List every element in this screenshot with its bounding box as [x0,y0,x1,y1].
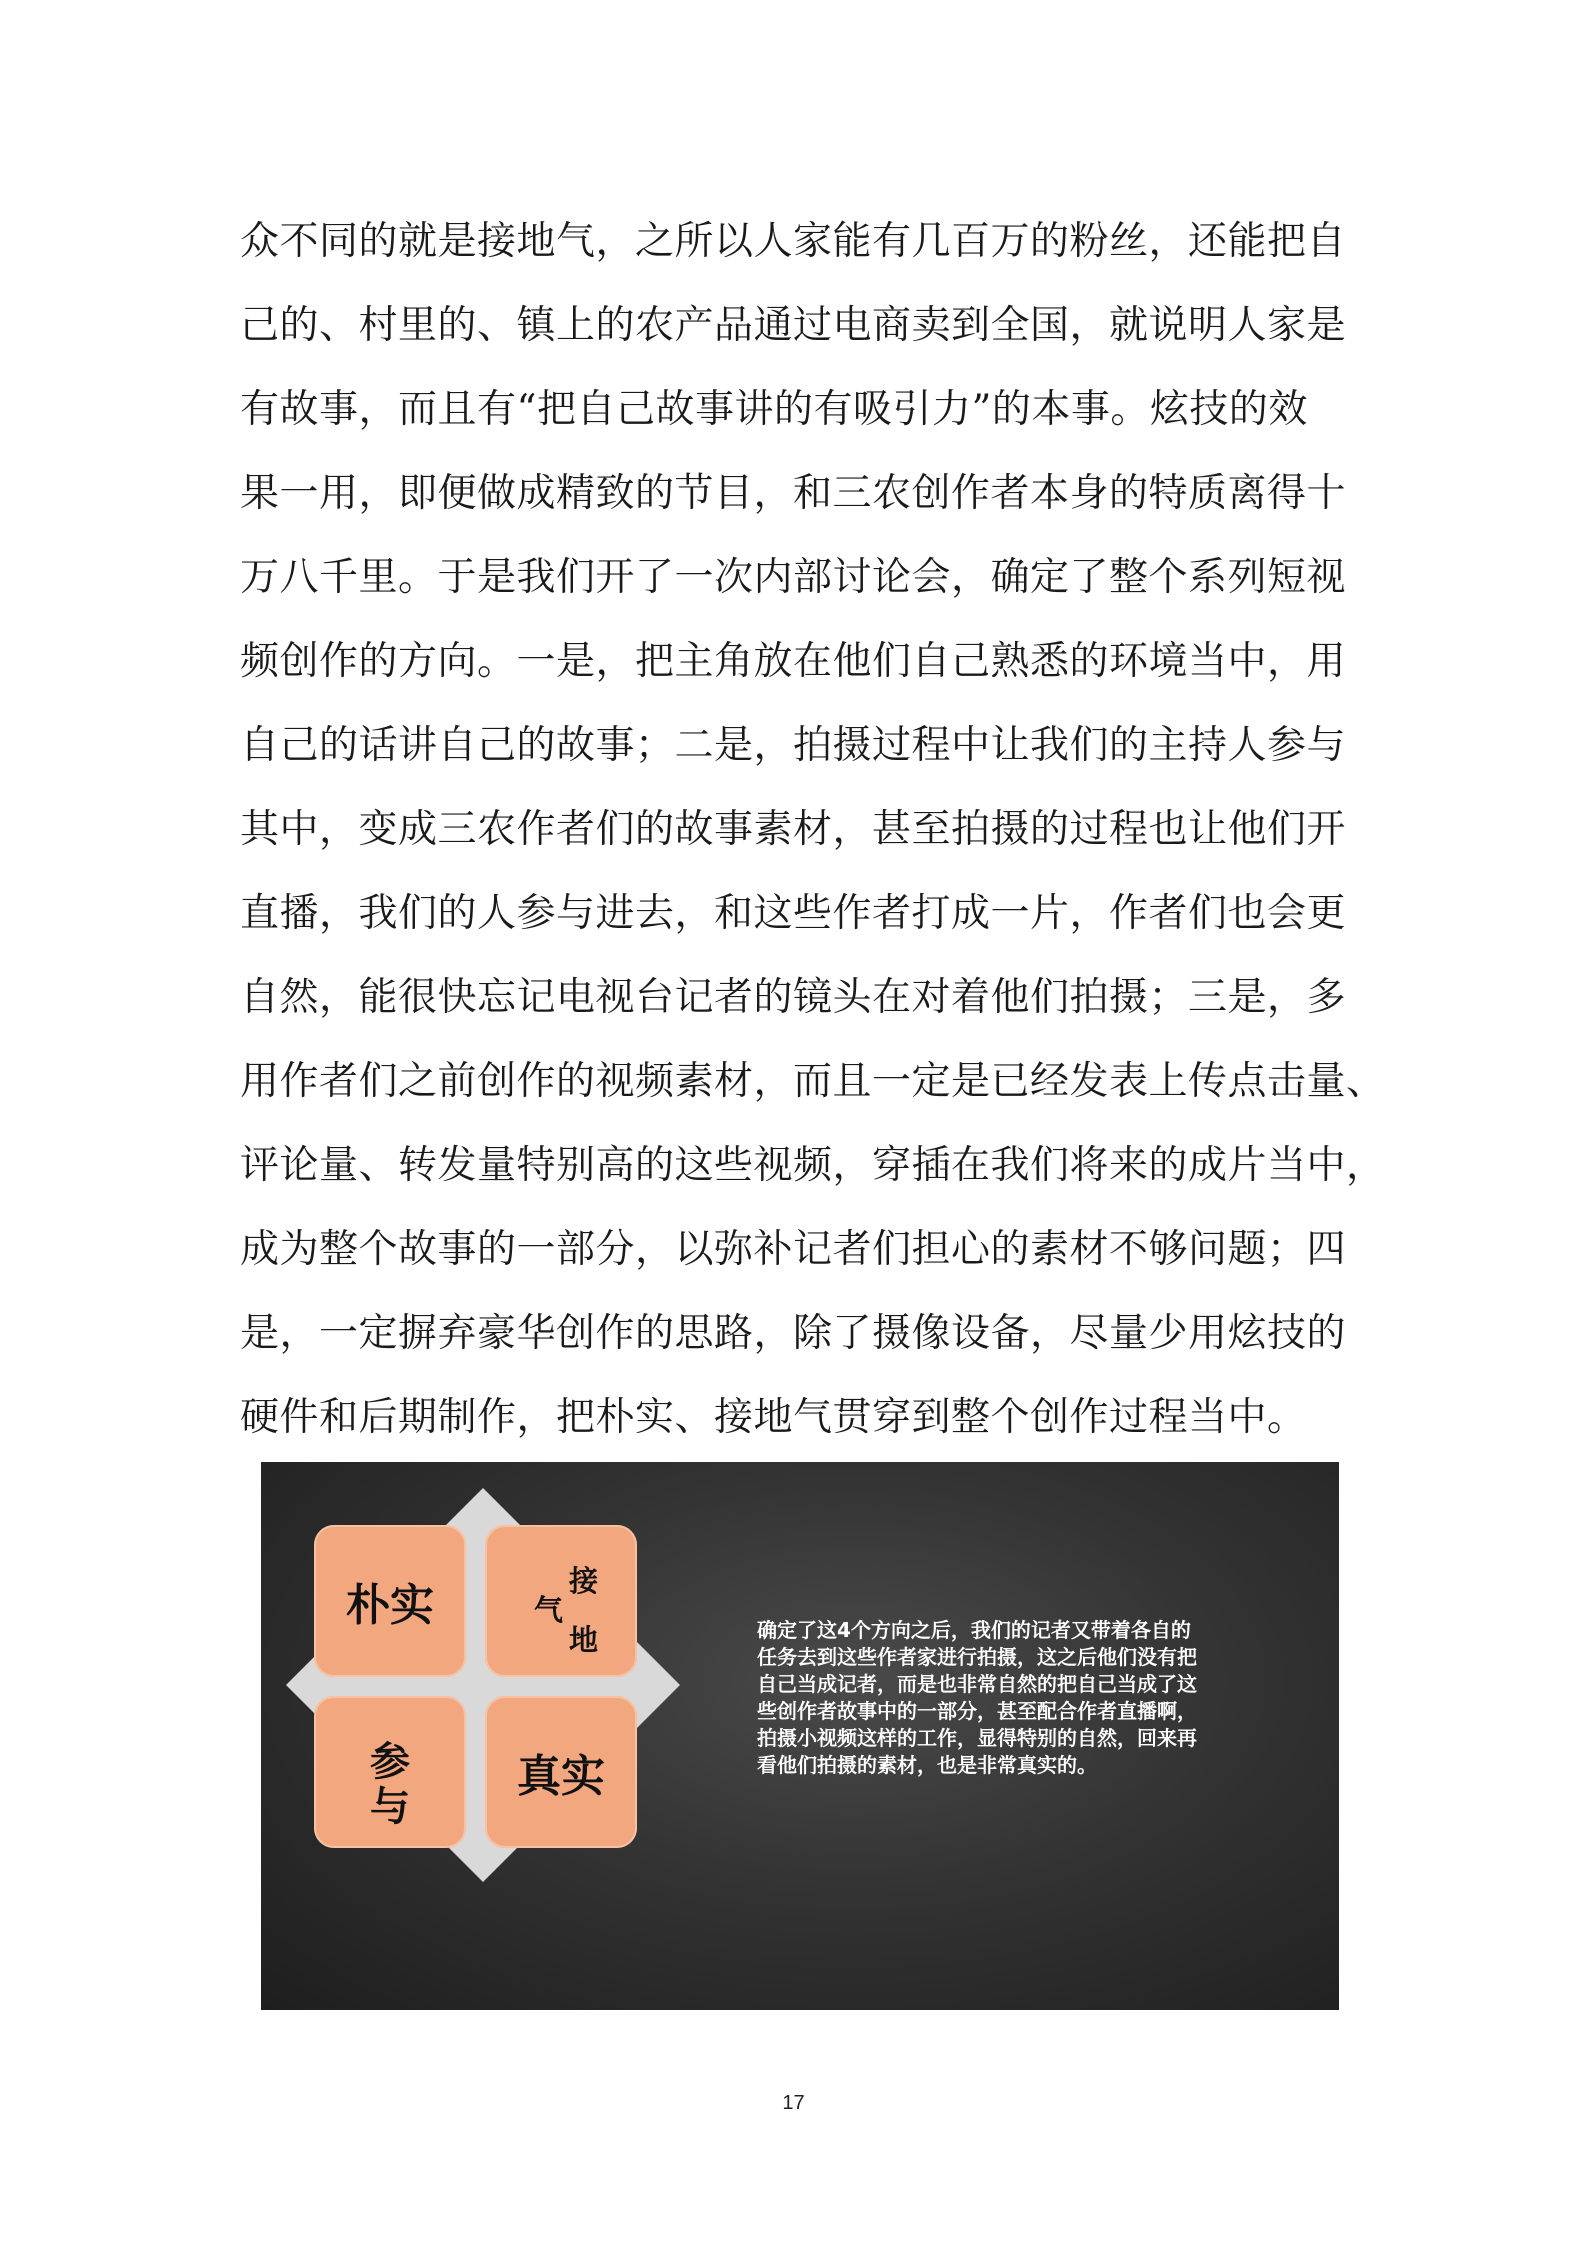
text-line: 其中，变成三农作者们的故事素材，甚至拍摄的过程也让他们开 [240,807,1347,852]
tile-label: 真实 [517,1751,605,1802]
text-line: 果一用，即便做成精致的节目，和三农创作者本身的特质离得十 [240,471,1347,516]
caption-line: 拍摄小视频这样的工作，显得特别的自然，回来再 [757,1726,1197,1750]
tile-char: 地 [569,1623,599,1657]
text-line: 硬件和后期制作，把朴实、接地气贯穿到整个创作过程当中。 [240,1395,1307,1440]
slide-figure [261,1462,1339,2010]
text-line: 万八千里。于是我们开了一次内部讨论会，确定了整个系列短视 [240,555,1347,600]
text-line: 众不同的就是接地气，之所以人家能有几百万的粉丝，还能把自 [240,219,1347,264]
page-number: 17 [782,2092,805,2114]
tile-char: 参 [370,1739,410,1785]
figure-caption [757,1617,1287,1779]
text-line: 直播，我们的人参与进去，和这些作者打成一片，作者们也会更 [240,891,1347,936]
tile-bottom-right [485,1696,637,1848]
body-paragraph [240,200,1386,1460]
text-line: 频创作的方向。一是，把主角放在他们自己熟悉的环境当中，用 [240,639,1347,684]
caption-line: 看他们拍摄的素材，也是非常真实的。 [757,1753,1097,1777]
tile-char: 气 [534,1593,564,1627]
text-line: 有故事，而且有“把自己故事讲的有吸引力”的本事。炫技的效 [240,387,1308,432]
caption-line: 自己当成记者，而是也非常自然的把自己当成了这 [757,1672,1197,1696]
tile-top-left [314,1525,466,1677]
tile-char: 接 [569,1564,599,1598]
tile-top-right [485,1525,637,1677]
text-line: 自己的话讲自己的故事；二是，拍摄过程中让我们的主持人参与 [240,723,1347,768]
caption-line: 任务去到这些作者家进行拍摄，这之后他们没有把 [757,1645,1197,1669]
text-line: 评论量、转发量特别高的这些视频，穿插在我们将来的成片当中， [240,1143,1386,1188]
caption-line: 确定了这4个方向之后，我们的记者又带着各自的 [757,1618,1191,1642]
text-line: 是，一定摒弃豪华创作的思路，除了摄像设备，尽量少用炫技的 [240,1311,1347,1356]
tile-label: 朴实 [346,1580,434,1631]
text-line: 用作者们之前创作的视频素材，而且一定是已经发表上传点击量、 [240,1059,1386,1104]
tile-bottom-left [314,1696,466,1848]
tile-char: 与 [370,1784,410,1830]
caption-line: 些创作者故事中的一部分，甚至配合作者直播啊， [757,1699,1197,1723]
text-line: 己的、村里的、镇上的农产品通过电商卖到全国，就说明人家是 [240,303,1347,348]
text-line: 成为整个故事的一部分，以弥补记者们担心的素材不够问题；四 [240,1227,1347,1272]
text-line: 自然，能很快忘记电视台记者的镜头在对着他们拍摄；三是，多 [240,975,1347,1020]
